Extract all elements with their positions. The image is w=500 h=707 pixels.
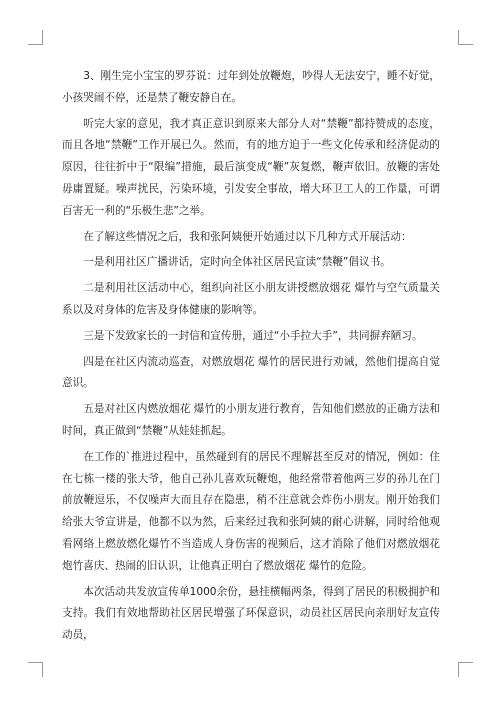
paragraph-9: 在工作的`推进过程中，虽然碰到有的居民不理解甚至反对的情况，例如：住在七栋一楼的张大爷，他自己孙儿喜欢玩鞭炮，他经常带着他两三岁的孙儿在门前放鞭逗乐，不仅噪声大而且存在隐患，稍不注意就会炸伤小朋友。刚开始我们给张大爷宣讲是，他都不以为然，后来经过我和张阿姨的耐心讲解，同时给他观看网络上燃放燃化爆竹不当造成人身伤害的视频后，这才消除了他们对燃放烟花炮竹喜庆、热闹的旧认识，让他真正明白了燃放烟花 爆竹的危险。 bbox=[62, 450, 440, 572]
paragraph-4: 一是利用社区广播讲话，定时向全体社区居民宣读“禁鞭”倡议书。 bbox=[83, 256, 391, 269]
paragraph-8: 五是对社区内燃放烟花 爆竹的小朋友进行教育，告知他们燃放的正确方法和时间，真正做到“禁鞭”从娃娃抓起。 bbox=[62, 403, 440, 437]
crop-mark-top-right bbox=[458, 30, 473, 45]
paragraph-10: 本次活动共发放宣传单1000余份，悬挂横幅两条，得到了居民的积极拥护和支持。我们有效地帮助社区居民增强了环保意识，动员社区居民向亲朋好友宣传动员， bbox=[62, 585, 440, 642]
paragraph-1: 3、刚生完小宝宝的罗芬说：过年到处放鞭炮，吵得人无法安宁，睡不好觉，小孩哭闹不停，还是禁了鞭安静自在。 bbox=[62, 70, 440, 104]
crop-mark-top-left bbox=[28, 30, 43, 45]
paragraph-6: 三是下发致家长的一封信和宣传册，通过“小手拉大手”，共同摒弃陋习。 bbox=[83, 329, 423, 342]
document-body bbox=[62, 66, 440, 651]
crop-mark-bottom-left bbox=[28, 662, 43, 677]
paragraph-7: 四是在社区内流动巡查，对燃放烟花 爆竹的居民进行劝诫，然他们提高自觉意识。 bbox=[62, 355, 440, 390]
paragraph-2: 听完大家的意见，我才真正意识到原来大部分人对“禁鞭”都持赞成的态度，而且各地“禁鞭”工作开展已久。然而，有的地方迫于一些文化传承和经济促动的原因，往往折中于“限编”措施，最后演变成“鞭”灰复燃，鞭声依旧。放鞭的害处毋庸置疑。噪声扰民，污染环境，引发安全事故，增大环卫工人的工作量，可谓百害无一利的“乐极生悲”之举。 bbox=[62, 117, 440, 217]
paragraph-5: 二是利用社区活动中心，组织向社区小朋友讲授燃放烟花 爆竹与空气质量关系以及对身体的危害及身体健康的影响等。 bbox=[62, 282, 440, 316]
crop-mark-bottom-right bbox=[458, 662, 473, 677]
paragraph-3: 在了解这些情况之后，我和张阿姨便开始通过以下几种方式开展活动： bbox=[83, 230, 412, 243]
